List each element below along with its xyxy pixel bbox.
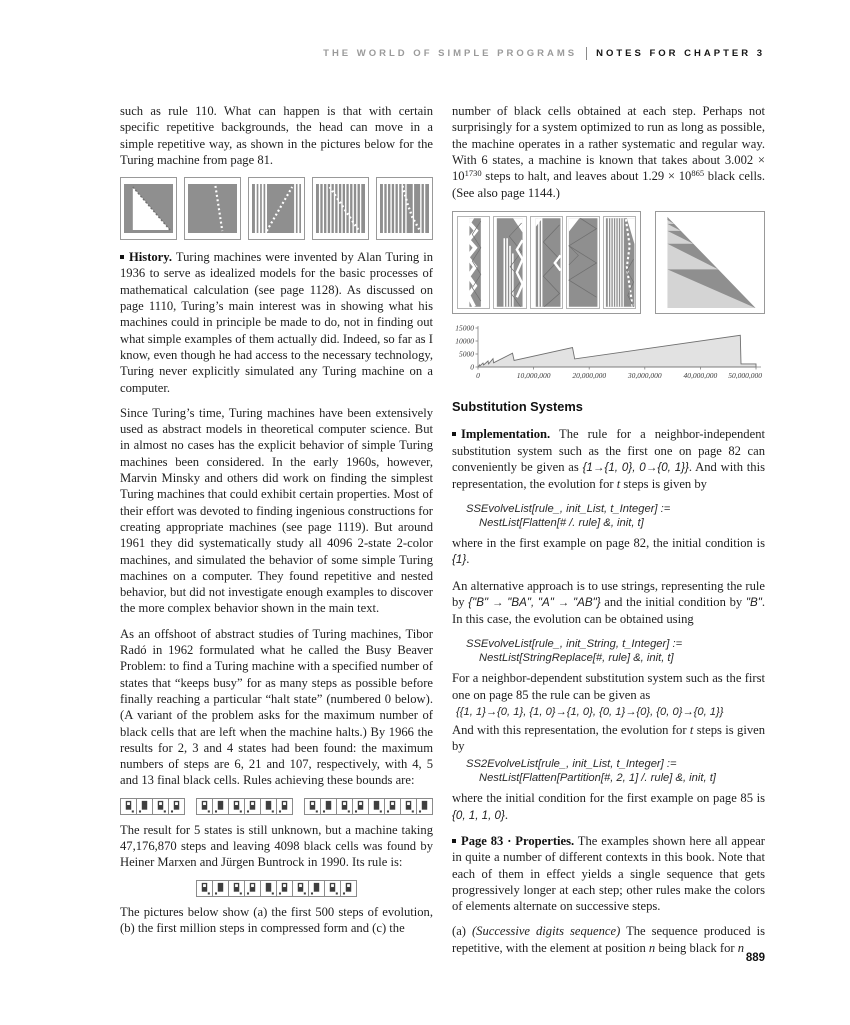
turing-rule-group (120, 798, 185, 815)
turing-rule-icon-svg (277, 799, 292, 814)
variable: t (616, 477, 621, 492)
svg-text:10,000,000: 10,000,000 (516, 370, 551, 380)
evolution-panel-3 (530, 216, 563, 309)
turing-rule-icon-svg (309, 881, 324, 896)
paragraph (120, 249, 433, 396)
evolution-panels-figure (452, 211, 641, 314)
text-run: and the initial condition by (600, 595, 746, 610)
evolution-panel-4 (566, 216, 599, 309)
evolution-panel-5 (603, 216, 636, 309)
paragraph (452, 722, 765, 755)
note-label: Page 83 · Properties. (461, 833, 575, 848)
turing-rule-icon (137, 799, 153, 814)
turing-rule-icon-svg (277, 881, 292, 896)
code-block (466, 637, 765, 666)
paragraph (452, 670, 765, 703)
svg-text:40,000,000: 40,000,000 (683, 370, 718, 380)
paragraph (452, 578, 765, 628)
nested-triangle-figure (655, 211, 765, 314)
page-content (120, 103, 765, 965)
paragraph (452, 833, 765, 914)
section-heading: Substitution Systems (452, 399, 583, 415)
turing-rule-icon (229, 881, 245, 896)
turing-rule-icon-svg (229, 881, 244, 896)
turing-rule-icon (261, 799, 277, 814)
turing-picture-5 (376, 177, 433, 240)
turing-rule-icon (321, 799, 337, 814)
turing-rule-icon-svg (385, 799, 400, 814)
inline-code: {1→{1, 0}, 0→{0, 1}} (582, 460, 689, 474)
code-line: NestList[Flatten[Partition[#, 2, 1] /. rule] &, init, t] (479, 772, 716, 785)
svg-text:50,000,000: 50,000,000 (728, 370, 762, 380)
turing-evolution-thumbnail-svg (188, 181, 237, 236)
turing-evolution-thumbnail-svg (316, 181, 365, 236)
evolution-panel-2 (493, 216, 526, 309)
inline-code: {0, 1, 1, 0} (452, 808, 505, 822)
turing-rule-icon (229, 799, 245, 814)
turing-picture-2 (184, 177, 241, 240)
text-run: where the initial condition for the first example on page 85 is (452, 791, 765, 806)
paragraph (120, 103, 433, 168)
note-bullet-icon (452, 432, 456, 436)
text-run: The examples shown here all appear in quite a number of different contexts in this book. Note that each of them in effect yields a single sequence that gets progressively longer at each step; other rules make the colors of elements alternate on successive steps. (452, 833, 765, 914)
turing-rule-icon (245, 799, 261, 814)
turing-rule-icon (213, 799, 229, 814)
text-run: such as rule 110. What can happen is that with certain specific repetitive backgrounds, the head can move in a simple repetitive way, as shown in the pictures below for the Turing machine from page 81. (120, 104, 433, 167)
text-run: As an offshoot of abstract studies of Turing machines, Tibor Radó in 1962 formulated what he called the Busy Beaver Problem: to find a Turing machine with a specified number of states that “keeps busy” for as many steps as possible before finally reaching a particular “halt state” (numbered 0 below). (A variant of the problem asks for the maximum number of black cells that are left when the machine halts.) By 1966 the results for 2, 3 and 4 states had been found: the maximum numbers of steps are 6, 21 and 107, respectively, with 4, 5 and 13 final black cells. Rules achieving these bounds are: (120, 626, 433, 788)
turing-rule-icon-svg (197, 799, 212, 814)
turing-picture-4 (312, 177, 369, 240)
turing-picture-3 (248, 177, 305, 240)
running-head-divider (586, 47, 587, 60)
text-run: For a neighbor-dependent substitution system such as the first one on page 85 the rule can be given as (452, 671, 765, 702)
evolution-panel-1 (457, 216, 490, 309)
text-run: The result for 5 states is still unknown, but a machine taking 47,176,870 steps and leaving 4098 black cells was found by Heiner Marxen and Jürgen Buntrock in 1990. Its rule is: (120, 822, 433, 870)
turing-rule-icon-svg (213, 881, 228, 896)
text-run: (a) (452, 924, 472, 939)
svg-text:0: 0 (476, 370, 480, 380)
text-run: The sequence produced is repetitive, with the element at position (452, 924, 765, 955)
busy-beaver-figures-row (452, 211, 765, 314)
turing-evolution-thumbnail-svg (380, 181, 429, 236)
turing-rule-icon (121, 799, 137, 814)
turing-rule-icon (277, 881, 293, 896)
variable: n (737, 940, 745, 955)
running-head (120, 47, 765, 60)
turing-rule-icon (197, 881, 213, 896)
text-run: steps to halt, and leaves about (481, 169, 643, 184)
turing-rule-icon (353, 799, 369, 814)
paragraph (120, 626, 433, 789)
turing-evolution-thumbnail-svg (124, 181, 173, 236)
turing-rule-icon-svg (401, 799, 416, 814)
note-label: Implementation. (461, 427, 551, 442)
turing-rule-icon-svg (213, 799, 228, 814)
busy-beaver-rules-row-234 (120, 798, 433, 815)
turing-rule-icon-svg (293, 881, 308, 896)
black-cells-vs-steps-chart (452, 323, 765, 381)
running-head-chapter: NOTES FOR CHAPTER 3 (596, 48, 765, 59)
paragraph (452, 535, 765, 569)
svg-text:15000: 15000 (455, 323, 474, 333)
code-line: NestList[StringReplace[#, rule] &, init, t] (479, 651, 674, 664)
turing-rule-icon-svg (245, 881, 260, 896)
turing-rule-icon (309, 881, 325, 896)
text-run: 3.002 × 10 (452, 152, 765, 184)
turing-rule-icon (213, 881, 229, 896)
text-run: where in the first example on page 82, the initial condition is (452, 536, 765, 551)
code-line: SSEvolveList[rule_, init_String, t_Integer] := (466, 637, 683, 650)
sequence-name: (Successive digits sequence) (471, 924, 621, 939)
running-head-book-title: THE WORLD OF SIMPLE PROGRAMS (323, 48, 578, 59)
turing-rule-icon (261, 881, 277, 896)
inline-code: {"B" → "BA", "A" → "AB"} (468, 596, 601, 610)
turing-rule-icon-svg (153, 799, 168, 814)
code-line: SS2EvolveList[rule_, init_List, t_Integer] := (466, 757, 677, 770)
paragraph (120, 904, 433, 937)
superscript: 1730 (464, 167, 482, 178)
text-run: The pictures below show (a) the first 500 steps of evolution, (b) the first million steps in compressed form and (c) the (120, 904, 433, 935)
turing-evolution-thumbnail-svg (252, 181, 301, 236)
variable: n (648, 940, 656, 955)
text-run: black cells. (See also page 1144.) (452, 169, 766, 201)
right-column (452, 103, 765, 965)
note-bullet-icon (452, 839, 456, 843)
inline-code: {1} (452, 553, 467, 567)
paragraph (120, 405, 433, 617)
svg-text:5000: 5000 (459, 349, 474, 359)
superscript: 865 (691, 167, 705, 178)
turing-rule-icon-svg (261, 881, 276, 896)
turing-rule-icon (385, 799, 401, 814)
busy-beaver-rules-row-5state (120, 880, 433, 897)
turing-rule-icon (197, 799, 213, 814)
svg-text:10000: 10000 (455, 336, 474, 346)
turing-rule-icon-svg (261, 799, 276, 814)
code-block (466, 757, 765, 786)
text-run: And with this representation, the evolution for (452, 723, 690, 738)
code-block (466, 502, 765, 531)
variable: t (689, 723, 694, 738)
turing-rule-icon-svg (325, 881, 340, 896)
text-run: number of black cells obtained at each step. Perhaps not surprisingly for a system optimized to run as long as possible, the machine operates in a rather systematic and regular way. With 6 states, a machine is known that takes about (452, 104, 765, 167)
text-run: steps is given by (620, 477, 707, 492)
turing-rule-icon (401, 799, 417, 814)
turing-rule-icon-svg (197, 881, 212, 896)
text-run: 1.29 × 10 (642, 169, 692, 184)
text-run: . And with this representation, the evolution for (452, 459, 766, 492)
turing-rule-group (304, 798, 433, 815)
turing-rule-icon (305, 799, 321, 814)
paragraph (452, 790, 765, 824)
turing-rule-icon (293, 881, 309, 896)
turing-rule-icon-svg (353, 799, 368, 814)
turing-rule-icon-svg (121, 799, 136, 814)
svg-text:20,000,000: 20,000,000 (572, 370, 607, 380)
turing-rule-icon-svg (229, 799, 244, 814)
left-column (120, 103, 433, 965)
paragraph (452, 103, 765, 202)
turing-rule-icon-svg (305, 799, 320, 814)
paragraph (120, 822, 433, 871)
text-run: The rule for a neighbor-independent substitution system such as the first one on page 82 can conveniently be given as (452, 427, 765, 474)
turing-rule-icon (325, 881, 341, 896)
text-run: being black for (655, 940, 738, 955)
text-run: Since Turing’s time, Turing machines have been extensively used as abstract models in theoretical computer science. But in almost no cases has the explicit behavior of simple Turing machines been considered. In the early 1960s, however, Marvin Minsky and others did work on finding the simplest Turing machines that could exhibit certain properties. Most of their effort was devoted to finding ingenious constructions for creating appropriate machines (see page 1119). But around 1961 they did systematically study all 4096 2-state 2-color machines, and simulated the behavior of some simple Turing machines on a computer. They found repetitive and nested behavior, but did not investigate enough examples to discover the more complex behavior shown in the main text. (120, 405, 433, 616)
turing-rule-icon-svg (369, 799, 384, 814)
paragraph (452, 923, 765, 956)
code-line: SSEvolveList[rule_, init_List, t_Integer] := (466, 502, 671, 515)
turing-rule-icon (245, 881, 261, 896)
turing-rule-icon-svg (245, 799, 260, 814)
turing-pictures-row (120, 177, 433, 240)
text-run: . In this case, the evolution can be obtained using (452, 595, 765, 627)
turing-rule-icon (277, 799, 292, 814)
turing-rule-icon-svg (337, 799, 352, 814)
page-number: 889 (745, 952, 765, 964)
turing-rule-group (196, 880, 357, 897)
turing-rule-icon-svg (137, 799, 152, 814)
turing-rule-icon (369, 799, 385, 814)
turing-rule-icon (417, 799, 432, 814)
svg-text:0: 0 (470, 362, 474, 372)
code-line: {{1, 1}→{0, 1}, {1, 0}→{1, 0}, {0, 1}→{0}, {0, 0}→{0, 1}} (456, 705, 724, 718)
inline-code: "B" (745, 596, 762, 610)
turing-rule-icon-svg (169, 799, 184, 814)
code-line: NestList[Flatten[# /. rule] &, init, t] (479, 516, 644, 529)
note-label: History. (129, 250, 173, 265)
note-bullet-icon (120, 255, 124, 259)
turing-rule-icon-svg (417, 799, 432, 814)
turing-rule-icon (169, 799, 184, 814)
turing-rule-icon-svg (321, 799, 336, 814)
text-run: steps is given by (452, 723, 766, 754)
text-run: An alternative approach is to use strings, representing the rule by (452, 578, 765, 610)
text-run: . (466, 552, 470, 567)
turing-rule-icon (341, 881, 356, 896)
turing-picture-1 (120, 177, 177, 240)
svg-text:30,000,000: 30,000,000 (627, 370, 662, 380)
turing-rule-icon (153, 799, 169, 814)
turing-rule-group (196, 798, 293, 815)
text-run: Turing machines were invented by Alan Turing in 1936 to serve as idealized models for the basic processes of mathematical calculation (see page 1128). As discussed on page 1110, Turing’s main interest was in showing what his machines could in principle be made to do, not in finding out what simple examples of them actually did. Indeed, so far as I know, even though he had access to the necessary technology, Turing never explicitly simulated any Turing machine on a computer. (120, 250, 433, 395)
busy-beaver-chart (452, 323, 765, 385)
turing-rule-icon-svg (341, 881, 356, 896)
turing-rule-icon (337, 799, 353, 814)
paragraph (452, 426, 765, 492)
text-run: . (504, 807, 509, 822)
